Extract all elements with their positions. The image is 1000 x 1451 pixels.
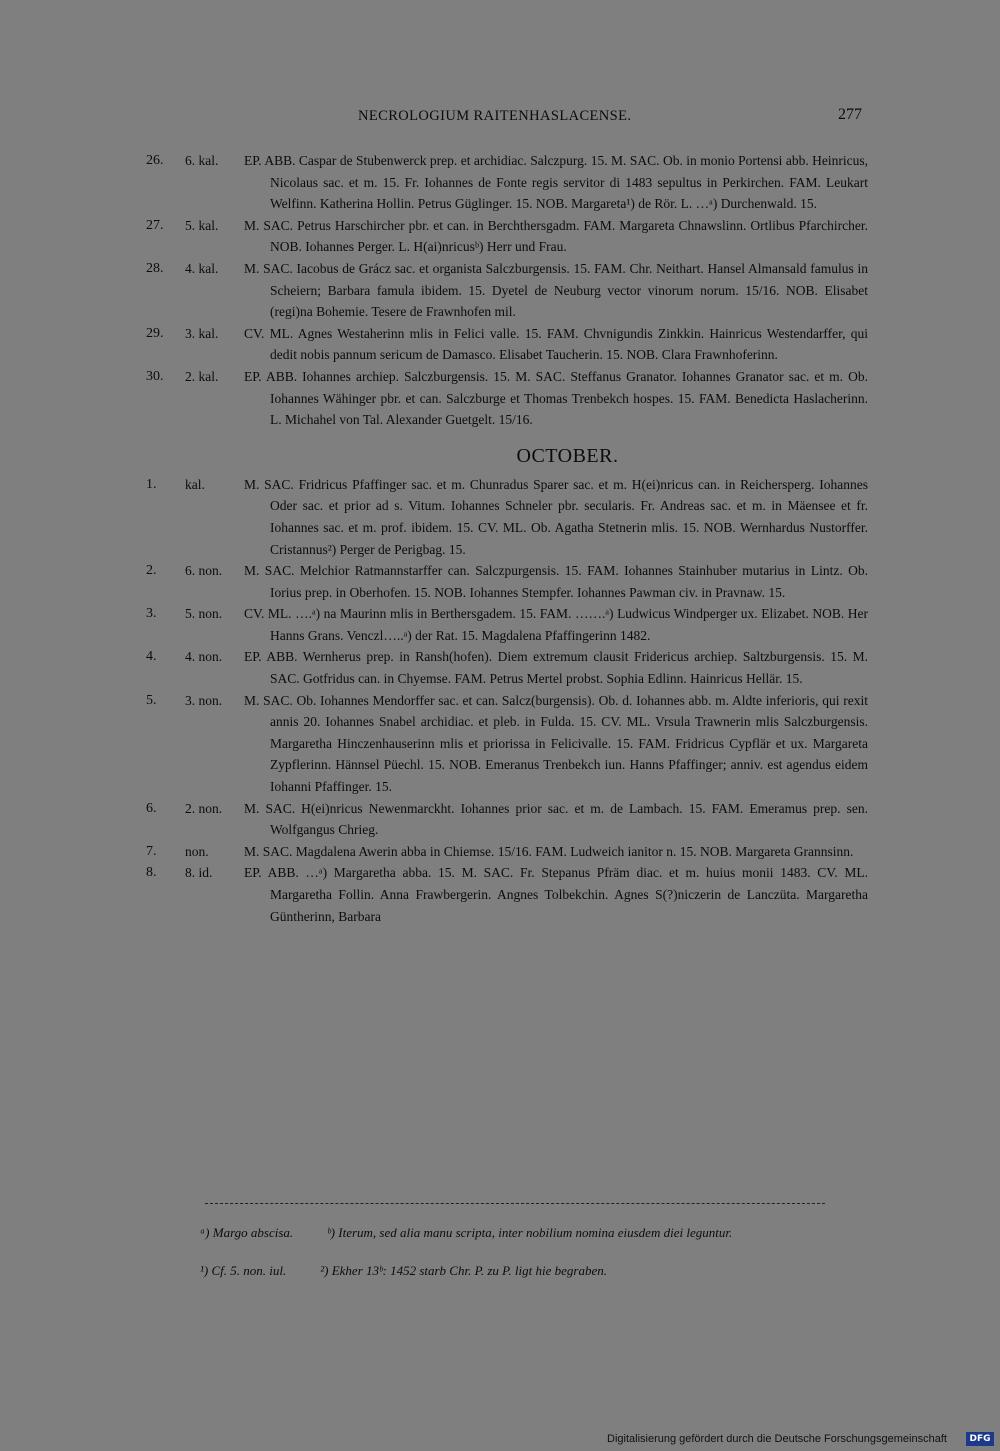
- entry-text: M. SAC. Fridricus Pfaffinger sac. et m. Chunradus Sparer sac. et m. H(ei)nricus can. in Reichersperg. Iohannes Oder sac. et prior ad s. Vitum. Iohannes Schneler pbr. secularis. Fr. Andreas sac. et m. in Mäensee et fr. Iohannes sac. et m. prof. ibidem. 15. CV. ML. Ob. Agatha Stetnerin mlis. 15. NOB. Wernhardus Nustorffer. Cristannus²) Perger de Perigbag. 15.: [244, 476, 868, 557]
- necrology-entries: [0, 150, 1000, 927]
- entry-day: 7.: [146, 843, 157, 859]
- entry-day: 1.: [146, 476, 157, 492]
- entry-oct-4: [0, 646, 1000, 689]
- running-head: NECROLOGIUM RAITENHASLACENSE.: [358, 108, 632, 124]
- entry-oct-3: [0, 603, 1000, 646]
- entry-oct-5: [0, 690, 1000, 798]
- footnote-b: ᵇ) Iterum, sed alia manu scripta, inter nobilium nomina eiusdem diei leguntur.: [327, 1225, 733, 1240]
- footnote-1: ¹) Cf. 5. non. iul.: [200, 1263, 287, 1278]
- entry-day: 2.: [146, 563, 157, 579]
- entry-sep-29: [0, 323, 1000, 366]
- entry-text: EP. ABB. Wernherus prep. in Ransh(hofen). Diem extremum clausit Fridericus archiep. Saltzburgensis. 15. M. SAC. Gotfridus can. in Chyemse. FAM. Petrus Mertel probst. Sophia Edlinn. Hainricus Hellär. 15.: [244, 649, 868, 687]
- entry-oct-2: [0, 560, 1000, 603]
- entry-date: 6. kal.: [185, 153, 219, 168]
- entry-text: EP. ABB. Caspar de Stubenwerck prep. et archidiac. Salczpurg. 15. M. SAC. Ob. in monio Portensi abb. Heinricus, Nicolaus sac. et m. 15. Fr. Iohannes de Fonte regis servitor di 1483 sepultus in Perkirchen. FAM. Leukart Welfinn. Katherina Hollin. Petrus Güglinger. 15. NOB. Margareta¹) de Rör. L. …ᵃ) Durchenwald. 15.: [244, 153, 868, 212]
- digitization-credit: Digitalisierung gefördert durch die Deutsche Forschungsgemeinschaft: [607, 1433, 947, 1445]
- entry-oct-1: [0, 474, 1000, 560]
- entry-text: CV. ML. ….ᵃ) na Maurinn mlis in Berthersgadem. 15. FAM. …….ᵃ) Ludwicus Windperger ux. Elizabet. NOB. Her Hanns Grans. Venczl…..ᵃ) der Rat. 15. Magdalena Pfaffingerinn 1482.: [244, 606, 868, 643]
- entry-date: 5. kal.: [185, 217, 219, 233]
- entry-date: 4. kal.: [185, 260, 219, 276]
- entry-day: 28.: [146, 260, 164, 276]
- entry-day: 8.: [146, 865, 157, 881]
- footnote-2: ²) Ekher 13ᵇ: 1452 starb Chr. P. zu P. ligt hie begraben.: [320, 1263, 608, 1278]
- entry-text: M. SAC. Magdalena Awerin abba in Chiemse. 15/16. FAM. Ludweich ianitor n. 15. NOB. Margareta Grannsinn.: [244, 843, 854, 859]
- footnotes: [200, 1225, 880, 1301]
- entry-day: 26.: [146, 153, 164, 168]
- entry-date: non.: [185, 843, 209, 859]
- section-heading-october: OCTOBER.: [516, 444, 619, 467]
- entry-text: M. SAC. Ob. Iohannes Mendorffer sac. et can. Salcz(burgensis). Ob. d. Iohannes abb. m. Aldte inferioris, qui rexit annis 20. Iohannes Snabel archidiac. et pleb. in Fulda. 15. CV. ML. Vrsula Trawnerin mlis Salczburgensis. Margaretha Hinczenhauserinn mlis et priorissa in Felicivalle. 15. FAM. Fridricus Cypflär et ux. Margareta Zypflerinn. Hännsel Püechl. 15. NOB. Emeranus Trenbekch iun. Hanns Pfaffinger; anniv. est agendus eidem Iohanni Pfaffinger. 15.: [244, 692, 868, 795]
- entry-day: 4.: [146, 649, 157, 665]
- entry-sep-27: [0, 215, 1000, 258]
- entry-text: M. SAC. Iacobus de Grácz sac. et organista Salczburgensis. 15. FAM. Chr. Neithart. Hansel Almansald famulus in Scheiern; Barbara famula ibidem. 15. Dyetel de Neuburg vector vinorum norum. 15/16. NOB. Elisabet (regi)na Bohemie. Tesere de Frawnhofen mil.: [244, 260, 868, 320]
- entry-sep-28: [0, 258, 1000, 323]
- entry-date: 2. non.: [185, 800, 223, 816]
- entry-day: 30.: [146, 368, 164, 384]
- entry-text: EP. ABB. Iohannes archiep. Salczburgensis. 15. M. SAC. Steffanus Granator. Iohannes Granator sac. et m. Ob. Iohannes Wähinger pbr. et can. Salczburge et Thomas Trenbekch hospes. 15. FAM. Benedicta Haslacherinn. L. Michahel von Tal. Alexander Guetgelt. 15/16.: [244, 368, 868, 428]
- entry-date: 6. non.: [185, 563, 223, 579]
- entry-sep-30: [0, 366, 1000, 431]
- entry-oct-8: [0, 862, 1000, 927]
- entry-date: 3. kal.: [185, 325, 219, 341]
- entry-oct-7: [0, 841, 1000, 863]
- entry-sep-26: [0, 150, 1000, 215]
- entry-text: EP. ABB. …ᵃ) Margaretha abba. 15. M. SAC. Fr. Stepanus Pfräm diac. et m. huius monii 1483. CV. ML. Margaretha Follin. Anna Frawbergerin. Angnes Tolbekchin. Agnes S(?)niczerin de Lanczüta. Margaretha Güntherinn, Barbara: [244, 865, 868, 924]
- entry-date: 2. kal.: [185, 368, 219, 384]
- entry-date: 3. non.: [185, 692, 223, 708]
- entry-day: 3.: [146, 606, 157, 622]
- entry-text: M. SAC. H(ei)nricus Newenmarckht. Iohannes prior sac. et m. de Lambach. 15. FAM. Emeramus prep. sen. Wolfgangus Chrieg.: [244, 800, 868, 838]
- footnote-row-numbers: [200, 1263, 880, 1279]
- entry-text: M. SAC. Petrus Harschircher pbr. et can. in Berchthersgadm. FAM. Margareta Chnawslinn. Ortlibus Pfarchircher. NOB. Iohannes Perger. L. H(ai)nricusᵇ) Herr und Frau.: [244, 217, 868, 255]
- entry-date: 5. non.: [185, 606, 223, 622]
- entry-oct-6: [0, 798, 1000, 841]
- footnote-row-letters: [200, 1225, 880, 1241]
- entry-day: 29.: [146, 325, 164, 341]
- footnote-divider: [205, 1203, 825, 1204]
- entry-day: 27.: [146, 217, 164, 233]
- dfg-logo: DFG: [966, 1432, 994, 1446]
- entry-text: CV. ML. Agnes Westaherinn mlis in Felici valle. 15. FAM. Chvnigundis Zinkkin. Hainricus Westendarffer, qui dedit nobis pannum sericum de Damasco. Elisabet Taucherin. 15. NOB. Clara Frawnhoferinn.: [244, 325, 868, 363]
- entry-day: 6.: [146, 800, 157, 816]
- entry-date: 4. non.: [185, 649, 223, 665]
- entry-date: kal.: [185, 476, 205, 492]
- page-number: 277: [838, 106, 862, 123]
- entry-date: 8. id.: [185, 865, 213, 881]
- entry-day: 5.: [146, 692, 157, 708]
- entry-text: M. SAC. Melchior Ratmannstarffer can. Salczpurgensis. 15. FAM. Iohannes Stainhuber mutarius in Lintz. Ob. Iorius prep. in Oberhofen. 15. NOB. Iohannes Stempfer. Iohannes Pawman civ. in Pravnaw. 15.: [244, 563, 868, 600]
- footnote-a: ᵃ) Margo abscisa.: [200, 1225, 294, 1240]
